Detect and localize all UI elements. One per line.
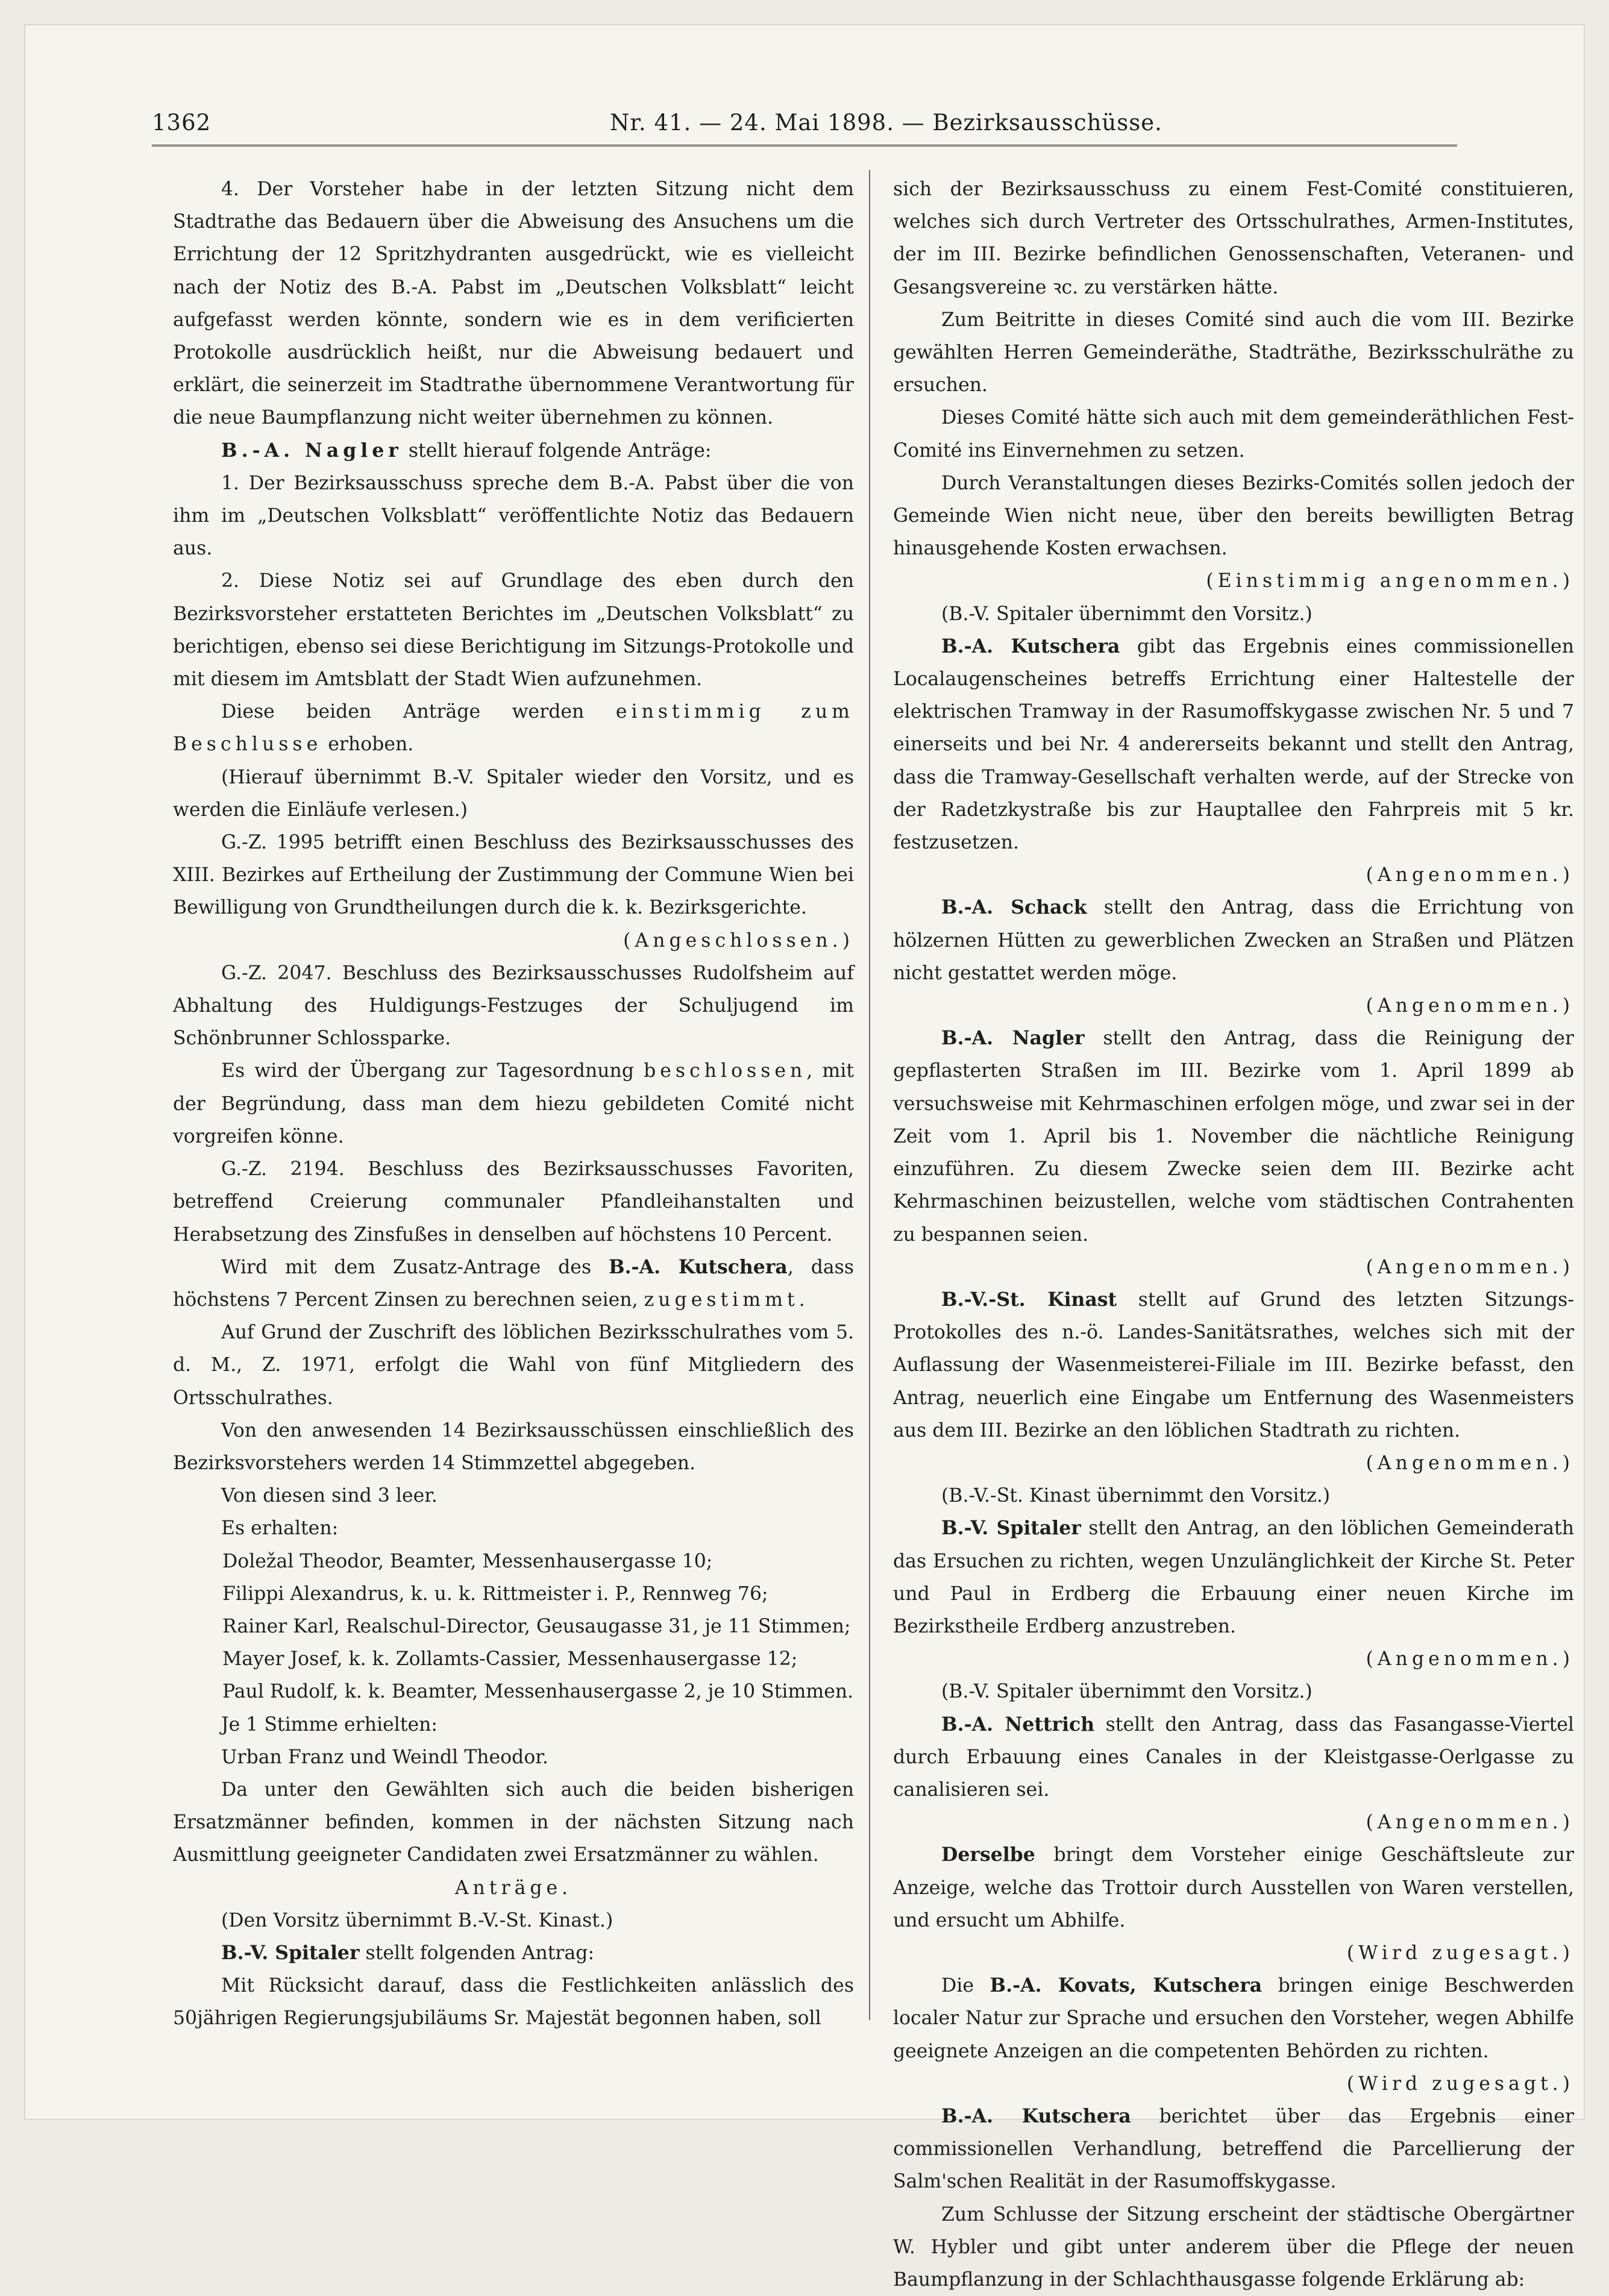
paragraph: B.-A. Kutschera gibt das Ergebnis eines commissionellen Localaugenscheines betreffs Errichtung einer Haltestelle der elektrischen Tramway in der Rasumoffskygasse zwischen Nr. 5 und 7 einerseits und bei Nr. 4 andererseits bekannt und stellt den Antrag, dass die Tramway-Gesellschaft verhalten werde, auf der Strecke von der Radetzkystraße bis zur Hauptallee den Fahrpreis mit 5 kr. festzusetzen. [893, 635, 1574, 854]
paragraph: 2. Diese Notiz sei auf Grundlage des eben durch den Bezirksvorsteher erstatteten Berichtes im „Deutschen Volksblatt“ zu berichtigen, ebenso sei diese Berichtigung im Sitzungs-Protokolle und mit diesem im Amtsblatt der Stadt Wien aufzunehmen. [173, 570, 854, 691]
right-column [893, 173, 1574, 2296]
speaker-name: B.-A. Kutschera [941, 635, 1120, 657]
paragraph: Von den anwesenden 14 Bezirksausschüssen einschließlich des Bezirksvorstehers werden 14 Stimmzettel abgegeben. [173, 1419, 854, 1474]
speaker-name: Derselbe [941, 1843, 1035, 1866]
column-divider [869, 170, 870, 2020]
paragraph: Von diesen sind 3 leer. [221, 1485, 438, 1507]
speaker-name: B.-A. Schack [941, 896, 1087, 919]
speaker-name: B.-A. Kutschera [941, 2104, 1131, 2127]
paragraph: G.-Z. 1995 betrifft einen Beschluss des Bezirksausschusses des XIII. Bezirkes auf Ertheilung der Zustimmung der Commune Wien bei Bewilligung von Grundtheilungen durch die k. k. Bezirksgerichte. [173, 832, 854, 919]
paragraph: (B.-V. Spitaler übernimmt den Vorsitz.) [941, 1681, 1313, 1703]
paragraph: 4. Der Vorsteher habe in der letzten Sitzung nicht dem Stadtrathe das Bedauern über die Abweisung des Ansuchens um die Errichtung der 12 Spritzhydranten ausgedrückt, wie es vielleicht nach der Notiz des B.-A. Pabst im „Deutschen Volksblatt“ leicht aufgefasst werden könnte, sondern wie es in dem verificierten Protokolle ausdrücklich heißt, nur die Abweisung bedauert und erklärt, die seinerzeit im Stadtrathe übernommene Verantwortung für die neue Baumpflanzung nicht weiter übernehmen zu können. [173, 178, 854, 429]
newspaper-page [24, 24, 1585, 2291]
paragraph: Durch Veranstaltungen dieses Bezirks-Comités sollen jedoch der Gemeinde Wien nicht neue, über den bereits bewilligten Betrag hinausgehende Kosten erwachsen. [893, 472, 1574, 560]
paragraph: sich der Bezirksausschuss zu einem Fest-Comité constituieren, welches sich durch Vertreter des Ortsschulrathes, Armen-Institutes, der im III. Bezirke befindlichen Genossenschaften, Veteranen- und Gesangsvereine ꝛc. zu verstärken hätte. [893, 178, 1574, 298]
left-column [173, 173, 854, 2035]
paragraph: Mit Rücksicht darauf, dass die Festlichkeiten anlässlich des 50jährigen Regierungsjubiläums Sr. Majestät begonnen haben, soll [173, 1975, 854, 2030]
list-item: Mayer Josef, k. k. Zollamts-Cassier, Messenhausergasse 12; [222, 1648, 798, 1670]
paragraph: Es erhalten: [221, 1517, 339, 1540]
paragraph: Je 1 Stimme erhielten: [221, 1713, 438, 1736]
list-item: Doležal Theodor, Beamter, Messenhausergasse 10; [222, 1550, 713, 1572]
paragraph: B.-A. Nettrich stellt den Antrag, dass das Fasangasse-Viertel durch Erbauung eines Canales in der Kleistgasse-Oerlgasse zu canalisieren sei. [893, 1713, 1574, 1801]
paragraph: B.-A. Schack stellt den Antrag, dass die Errichtung von hölzernen Hütten zu gewerblichen Zwecken an Straßen und Plätzen nicht gestattet werden möge. [893, 896, 1574, 984]
paragraph: Urban Franz und Weindl Theodor. [221, 1746, 548, 1768]
speaker-name: B.-A. Kovats, Kutschera [990, 1974, 1262, 1997]
paragraph: Diese beiden Anträge werden einstimmig zum Beschlusse erhoben. [173, 701, 854, 756]
paragraph: Dieses Comité hätte sich auch mit dem gemeinderäthlichen Fest-Comité ins Einvernehmen zu setzen. [893, 407, 1574, 462]
paragraph: 1. Der Bezirksausschuss spreche dem B.-A. Pabst über die von ihm im „Deutschen Volksblatt“ veröffentlichte Notiz das Bedauern aus. [173, 472, 854, 560]
paragraph: Auf Grund der Zuschrift des löblichen Bezirksschulrathes vom 5. d. M., Z. 1971, erfolgt die Wahl von fünf Mitgliedern des Ortsschulrathes. [173, 1322, 854, 1409]
paragraph: (B.-V. Spitaler übernimmt den Vorsitz.) [941, 603, 1313, 625]
resolution: (Einstimmig angenommen.) [1206, 570, 1574, 592]
paragraph: Derselbe bringt dem Vorsteher einige Geschäftsleute zur Anzeige, welche das Trottoir durch Ausstellen von Waren verstellen, und ersucht um Abhilfe. [893, 1843, 1574, 1931]
speaker-name: B.-V.-St. Kinast [941, 1288, 1117, 1311]
speaker-name: B.-V. Spitaler [941, 1517, 1081, 1540]
list-item: Filippi Alexandrus, k. u. k. Rittmeister i. P., Rennweg 76; [222, 1582, 768, 1605]
resolution: (Wird zugesagt.) [1346, 2072, 1574, 2095]
resolution: (Angenommen.) [1366, 1811, 1574, 1834]
speaker-name: B.-A. Kutschera [608, 1255, 788, 1278]
resolution: (Angeschlossen.) [623, 929, 854, 952]
paragraph: Die B.-A. Kovats, Kutschera bringen einige Beschwerden localer Natur zur Sprache und ersuchen den Vorsteher, wegen Abhilfe geeignete Anzeigen an die competenten Behörden zu richten. [893, 1974, 1574, 2062]
paragraph: Zum Beitritte in dieses Comité sind auch die vom III. Bezirke gewählten Herren Gemeinderäthe, Stadträthe, Bezirksschulräthe zu ersuchen. [893, 309, 1574, 397]
paragraph: Zum Schlusse der Sitzung erscheint der städtische Obergärtner W. Hybler und gibt unter anderem über die Pflege der neuen Baumpflanzung in der Schlachthausgasse folgende Erklärung ab: [893, 2203, 1574, 2291]
paragraph: Da unter den Gewählten sich auch die beiden bisherigen Ersatzmänner befinden, kommen in der nächsten Sitzung nach Ausmittlung geeigneter Candidaten zwei Ersatzmänner zu wählen. [173, 1778, 854, 1866]
paragraph: (Hierauf übernimmt B.-V. Spitaler wieder den Vorsitz, und es werden die Einläufe verlesen.) [173, 766, 854, 821]
paragraph: B.-A. Kutschera berichtet über das Ergebnis einer commissionellen Verhandlung, betreffend die Parcellierung der Salm'schen Realität in der Rasumoffskygasse. [893, 2104, 1575, 2193]
paragraph: B.-V. Spitaler stellt folgenden Antrag: [221, 1941, 595, 1964]
paragraph: (Den Vorsitz übernimmt B.-V.-St. Kinast.) [221, 1909, 613, 1931]
resolution: (Angenommen.) [1366, 995, 1574, 1017]
paragraph: B.-A. Nagler stellt hierauf folgende Anträge: [221, 439, 712, 462]
page-number: 1362 [152, 110, 212, 136]
paragraph: G.-Z. 2194. Beschluss des Bezirksausschusses Favoriten, betreffend Creierung communaler Pfandleihanstalten und Herabsetzung des Zinsfußes in denselben auf höchstens 10 Percent. [173, 1158, 854, 1246]
list-item: Paul Rudolf, k. k. Beamter, Messenhausergasse 2, je 10 Stimmen. [222, 1681, 854, 1703]
resolution: (Angenommen.) [1366, 864, 1574, 886]
speaker-name: B.-A. Nagler [221, 439, 403, 462]
list-item: Rainer Karl, Realschul-Director, Geusaugasse 31, je 11 Stimmen; [222, 1615, 851, 1637]
candidate-list [173, 1545, 854, 1708]
paragraph: G.-Z. 2047. Beschluss des Bezirksausschusses Rudolfsheim auf Abhaltung des Huldigungs-Festzuges der Schuljugend im Schönbrunner Schlossparke. [173, 962, 854, 1050]
resolution: (Angenommen.) [1366, 1648, 1574, 1670]
speaker-name: B.-A. Nagler [941, 1027, 1085, 1050]
speaker-name: B.-V. Spitaler [221, 1941, 360, 1964]
page-title: Nr. 41. — 24. Mai 1898. — Bezirksausschüsse. [610, 110, 1162, 136]
paragraph: B.-V.-St. Kinast stellt auf Grund des letzten Sitzungs-Protokolles des n.-ö. Landes-Sanitätsrathes, welches sich mit der Auflassung der Wasenmeisterei-Filiale im III. Bezirke befasst, den Antrag, neuerlich eine Eingabe um Entfernung des Wasenmeisters aus dem III. Bezirke an den löblichen Stadtrath zu richten. [893, 1288, 1574, 1441]
paragraph: (B.-V.-St. Kinast übernimmt den Vorsitz.) [941, 1485, 1331, 1507]
paragraph: B.-A. Nagler stellt den Antrag, dass die Reinigung der gepflasterten Straßen im III. Bezirke vom 1. April 1899 ab versuchsweise mit Kehrmaschinen erfolgen möge, und zwar sei in der Zeit vom 1. April bis 1. November die nächtliche Reinigung einzuführen. Zu diesem Zwecke seien dem III. Bezirke acht Kehrmaschinen beizustellen, welche vom städtischen Contrahenten zu bespannen seien. [893, 1027, 1574, 1246]
page-header [152, 98, 1457, 141]
header-rule [152, 145, 1457, 151]
resolution: (Angenommen.) [1366, 1256, 1574, 1278]
section-heading: Anträge. [454, 1877, 572, 1899]
paragraph: Wird mit dem Zusatz-Antrage des B.-A. Kutschera, dass höchstens 7 Percent Zinsen zu berechnen seien, zugestimmt. [173, 1255, 854, 1311]
resolution: (Angenommen.) [1366, 1452, 1574, 1474]
resolution: (Wird zugesagt.) [1346, 1942, 1574, 1964]
speaker-name: B.-A. Nettrich [941, 1713, 1095, 1736]
paragraph: B.-V. Spitaler stellt den Antrag, an den löblichen Gemeinderath das Ersuchen zu richten, wegen Unzulänglichkeit der Kirche St. Peter und Paul in Erdberg die Erbauung einer neuen Kirche im Bezirkstheile Erdberg anzustreben. [893, 1517, 1574, 1637]
paragraph: Es wird der Übergang zur Tagesordnung beschlossen, mit der Begründung, dass man dem hiezu gebildeten Comité nicht vorgreifen könne. [173, 1060, 854, 1147]
